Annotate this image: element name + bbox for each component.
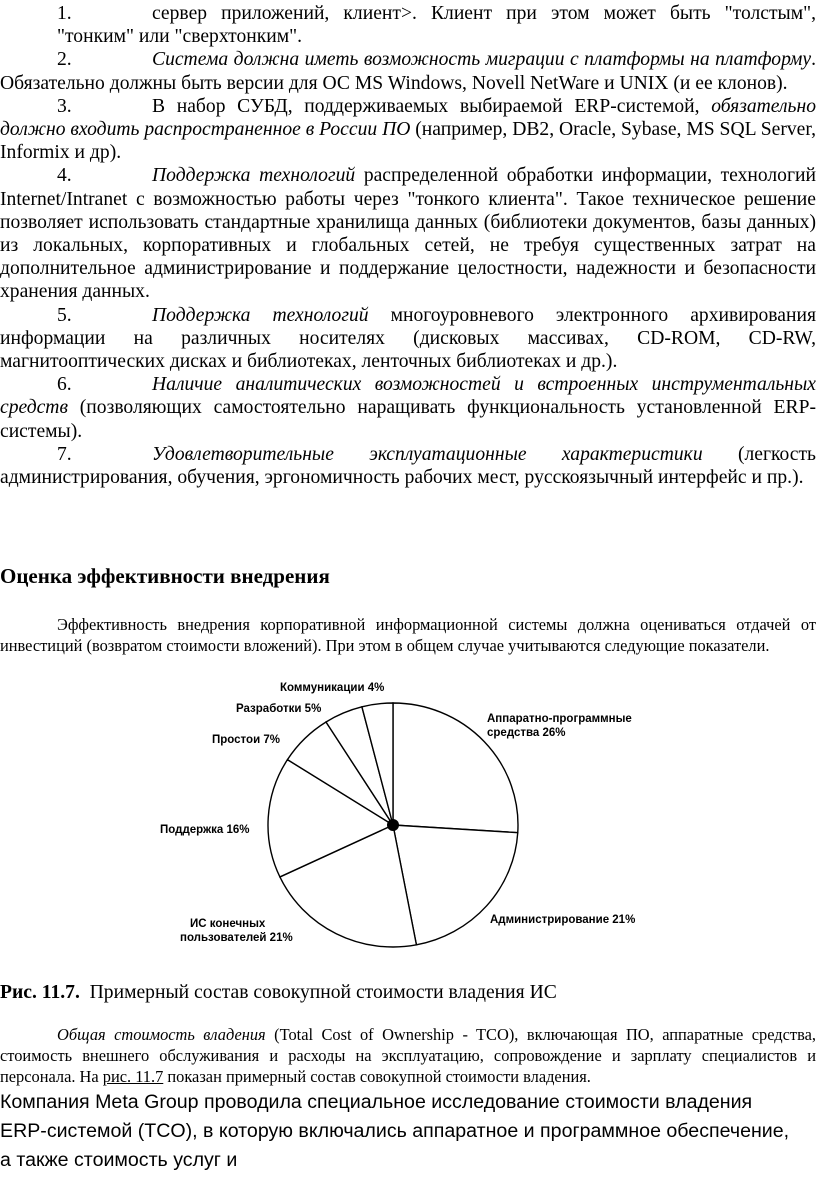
list-item-3: 3. В набор СУБД, поддерживаемых выбираемой ERP-системой, обязательно должно входить распространенное в России ПО (например, DB2, Oracle, Sybase, MS SQL Server, Informix и др). <box>0 95 816 164</box>
list-item-4: 4. Поддержка технологий распределенной обработки информации, технологий Internet/Intranet с возможностью работы через "тонкого клиента". Такое техническое решение позволяет использовать стандартные хранилища данных (библиотеки документов, базы данных) из локальных, корпоративных и глобальных сетей, не требуя существенных затрат на дополнительное администрирование и поддержание целостности, надежности и безопасности хранения данных. <box>0 165 816 303</box>
requirements-list <box>0 2 816 489</box>
slice-label-enduser-2: пользователей 21% <box>180 932 293 944</box>
list-item-6: 6. Наличие аналитических возможностей и встроенных инструментальных средств (позволяющих самостоятельно наращивать функциональность установленной ERP-системы). <box>0 374 816 442</box>
slice-label-development: Разработки 5% <box>236 703 322 715</box>
list-item-7: 7. Удовлетворительные эксплуатационные характеристики (легкость администрирования, обучения, эргономичность рабочих мест, русскоязычный интерфейс и пр.). <box>0 443 816 489</box>
slice-label-hardware: Аппаратно-программные <box>487 713 632 725</box>
list-item-1: 1. сервер приложений, клиент>. Клиент при этом может быть "толстым", "тонким" или "сверхтонким". <box>57 3 816 48</box>
list-item-5: 5. Поддержка технологий многоуровневого электронного архивирования информации на различных носителях (дисковых массивах, CD-ROM, CD-RW, магнитооптических дисках и библиотеках, ленточных библиотеках и др.). <box>0 304 816 373</box>
pie-center-dot <box>387 819 399 831</box>
tco-paragraph: Общая стоимость владения (Total Cost of Ownership - TCO), включающая ПО, аппаратные средства, стоимость внешнего обслуживания и расходы на эксплуатацию, сопровождение и зарплату специалистов и персонала. На рис. 11.7 показан примерный состав совокупной стоимости владения. <box>0 1025 816 1086</box>
intro-paragraph: Эффективность внедрения корпоративной информационной системы должна оцениваться отдачей от инвестиций (возвратом стоимости вложений). При этом в общем случае учитываются следующие показатели. <box>0 615 816 655</box>
list-item-2: 2. Система должна иметь возможность миграции с платформы на платформу. Обязательно должны быть версии для ОС MS Windows, Novell NetWare и UNIX (и ее клонов). <box>0 49 816 94</box>
final-paragraph: Компания Meta Group проводила специальное исследование стоимости владения ERP-системой (TCO), в которую включались аппаратное и программное обеспечение, а также стоимость услуг и <box>0 1091 790 1171</box>
figure-link[interactable]: рис. 11.7 <box>102 1067 164 1086</box>
slice-label-support: Поддержка 16% <box>160 824 250 836</box>
slice-label-admin: Администрирование 21% <box>490 914 636 926</box>
tco-pie-chart <box>150 675 670 955</box>
slice-label-communications: Коммуникации 4% <box>280 682 385 694</box>
slice-label-downtime: Простои 7% <box>212 734 280 746</box>
slice-label-hardware-2: средства 26% <box>487 727 566 739</box>
section-heading: Оценка эффективности внедрения <box>0 564 330 588</box>
slice-label-enduser: ИС конечных <box>190 918 266 930</box>
figure-caption: Рис. 11.7. Примерный состав совокупной стоимости владения ИС <box>0 982 557 1003</box>
